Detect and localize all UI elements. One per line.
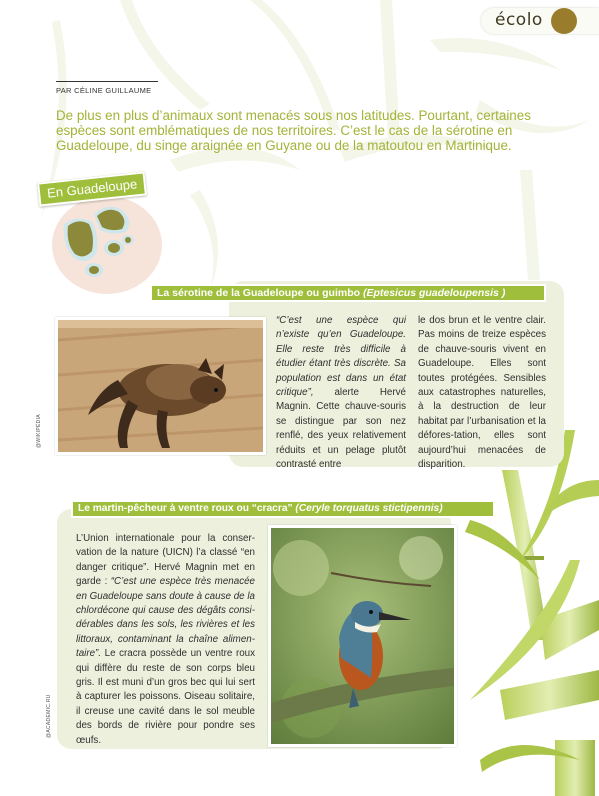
section-dot-icon: [551, 8, 577, 34]
section-label: écolo: [495, 10, 543, 30]
section-tab: [481, 8, 599, 34]
article2-heading: [71, 500, 495, 518]
article1-column-2: le dos brun et le ventre clair. Pas moins de treize espèces de chauve-souris vivent en Guadeloupe. Elles sont toutes protégées. Sensibles aux catastrophes naturelles, à la destruction de leur habitat par l’urbanisation et la défores-tation, elles sont aujourd’hui menacées de disparition.: [418, 315, 546, 471]
article1-col1-text: alerte Hervé Magnin. Cette chauve-souris se distingue par son nez renflé, des yeux relativement réduits et un pelage plutôt contrasté entre: [276, 387, 406, 471]
kingfisher-photo: [268, 525, 457, 747]
article1-heading-text: La sérotine de la Guadeloupe ou guimbo: [157, 287, 361, 299]
article2-text-a: L’Union internationale pour la conser-vation de la nature (UICN) l’a classé “en danger critique”. Hervé Magnin met en garde :: [76, 533, 255, 588]
article1-quote: “C’est une espèce qui n’existe qu’en Guadeloupe. Elle reste très difficile à étudier étant très discrète. Sa population est dans un état critique”,: [276, 315, 406, 399]
article2-heading-text: Le martin-pêcheur à ventre roux ou “cracra”: [78, 503, 293, 514]
article1-column-1: [276, 314, 406, 472]
bat-photo: [55, 317, 266, 455]
byline: PAR CÉLINE GUILLAUME: [56, 86, 152, 95]
photo-credit-1: @WIKIPÉDIA: [36, 414, 42, 448]
article2-quote: “C’est une espèce très menacée en Guadeloupe sans doute à cause de la chlordécone qui cause des dégâts consi-dérables dans les sols, les rivières et les littoraux, contaminant la chaîne alimen-taire”.: [76, 576, 255, 660]
photo-credit-2: @ACADEMIC.RU: [46, 694, 52, 738]
guadeloupe-map-icon: [56, 196, 160, 292]
article2-text-b: Le cracra possède un ventre roux qui diffère du reste de son corps bleu gris. Il est muni d’un gros bec qui lui sert à capturer les poissons. Oiseau solitaire, il creuse une cavité dans le sol meuble des bords de rivière pour pondre ses œufs.: [76, 648, 255, 746]
byline-rule: [56, 81, 158, 82]
article1-heading: [150, 284, 546, 302]
intro-paragraph: De plus en plus d’animaux sont menacés sous nos latitudes. Pourtant, certaines espèces sont emblématiques de nos territoires. C’est le cas de la sérotine en Guadeloupe, du singe araignée en Guyane ou de la matoutou en Martinique.: [56, 108, 531, 153]
article2-heading-latin: (Ceryle torquatus stictipennis): [295, 503, 443, 514]
article2-text: [76, 532, 255, 748]
article1-heading-latin: (Eptesicus guadeloupensis ): [362, 287, 506, 299]
region-tag: En Guadeloupe: [37, 171, 147, 206]
